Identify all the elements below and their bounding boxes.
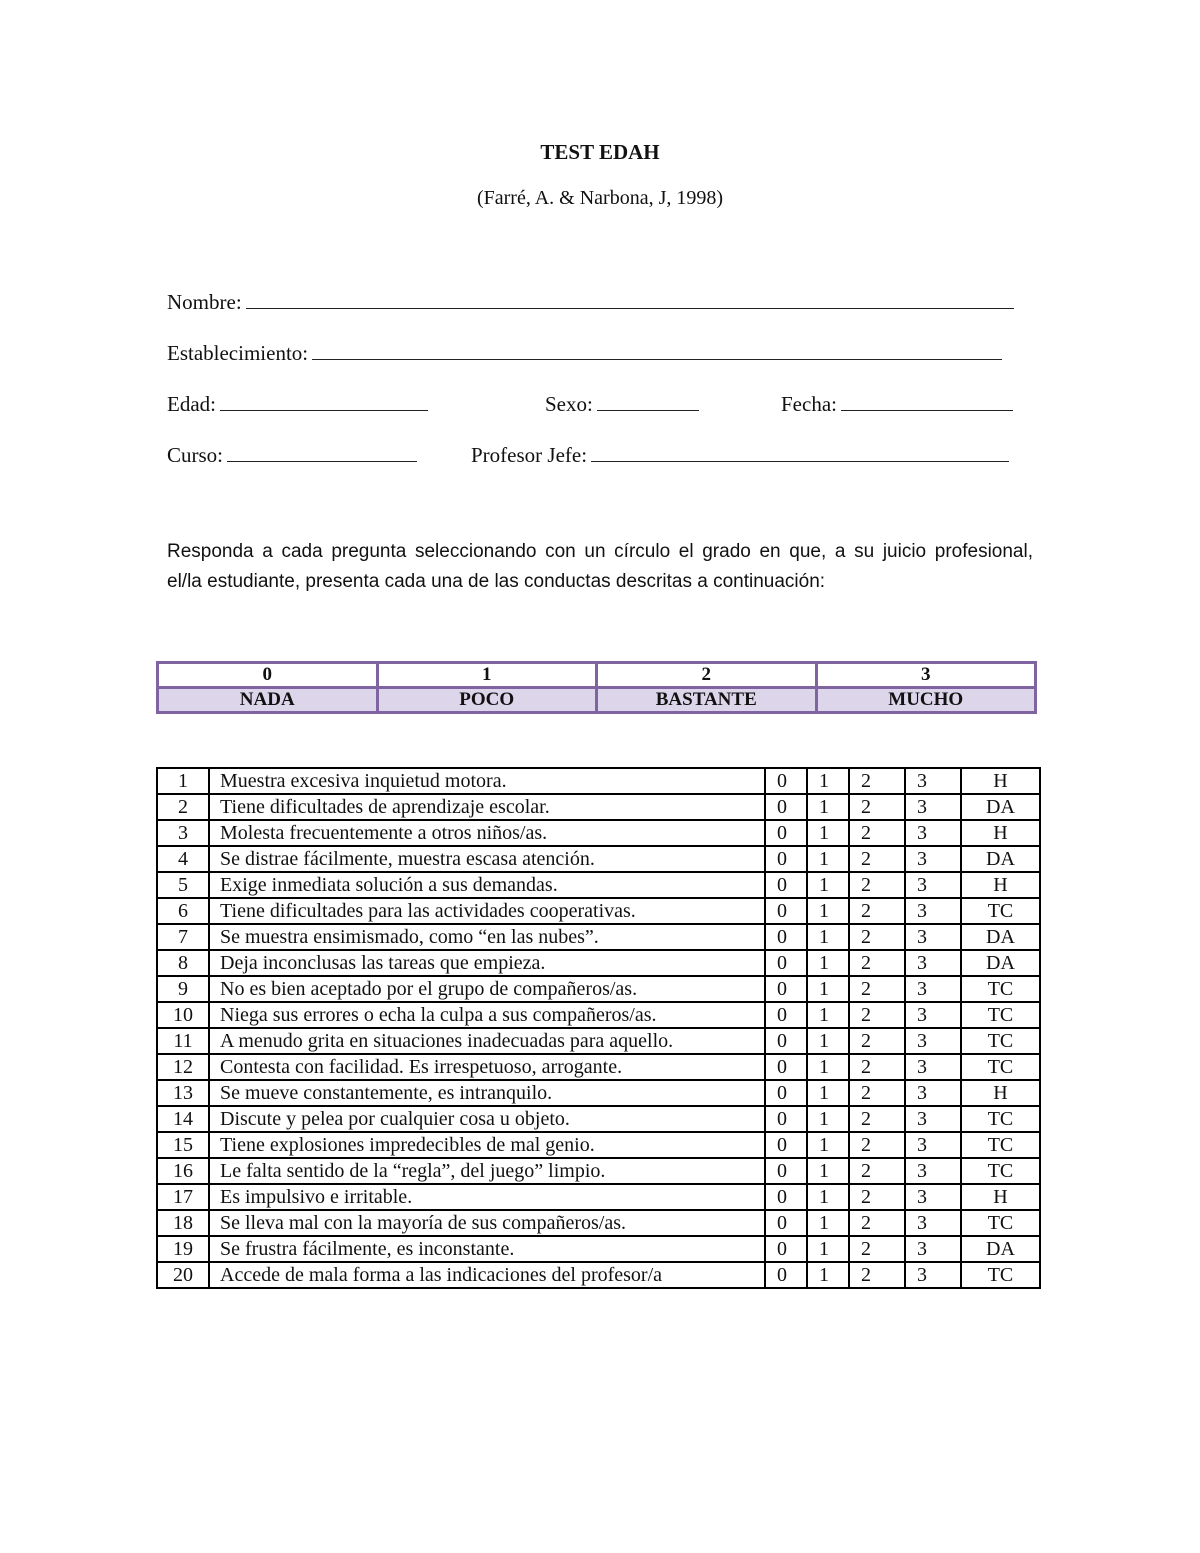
fecha-field — [781, 390, 1013, 417]
option-3[interactable]: 3 — [905, 768, 961, 794]
option-3[interactable]: 3 — [905, 1184, 961, 1210]
option-1[interactable]: 1 — [807, 976, 849, 1002]
instructions — [167, 537, 1033, 597]
option-1[interactable]: 1 — [807, 898, 849, 924]
option-1[interactable]: 1 — [807, 846, 849, 872]
option-1[interactable]: 1 — [807, 1236, 849, 1262]
table-row — [157, 1080, 1040, 1106]
option-0[interactable]: 0 — [765, 924, 807, 950]
table-row — [157, 768, 1040, 794]
option-0[interactable]: 0 — [765, 1236, 807, 1262]
document-subtitle: (Farré, A. & Narbona, J, 1998) — [476, 187, 724, 209]
option-2[interactable]: 2 — [849, 1054, 905, 1080]
item-category: TC — [961, 1132, 1040, 1158]
table-row — [157, 1262, 1040, 1288]
scale-value: 1 — [377, 663, 597, 688]
option-1[interactable]: 1 — [807, 1262, 849, 1288]
item-category: TC — [961, 976, 1040, 1002]
option-3[interactable]: 3 — [905, 1028, 961, 1054]
fecha-blank[interactable] — [841, 390, 1013, 411]
table-row — [157, 1002, 1040, 1028]
edad-field — [167, 390, 428, 417]
sexo-label: Sexo: — [545, 392, 593, 416]
option-3[interactable]: 3 — [905, 898, 961, 924]
item-category: DA — [961, 924, 1040, 950]
table-row — [157, 1054, 1040, 1080]
nombre-label: Nombre: — [167, 290, 242, 314]
item-category: DA — [961, 950, 1040, 976]
item-category: H — [961, 820, 1040, 846]
item-text: A menudo grita en situaciones inadecuadas para aquello. — [209, 1028, 765, 1054]
sexo-blank[interactable] — [597, 390, 699, 411]
table-row — [157, 1106, 1040, 1132]
item-number: 6 — [157, 898, 209, 924]
option-0[interactable]: 0 — [765, 976, 807, 1002]
item-number: 1 — [157, 768, 209, 794]
option-1[interactable]: 1 — [807, 924, 849, 950]
fecha-label: Fecha: — [781, 392, 837, 416]
option-1[interactable]: 1 — [807, 768, 849, 794]
establecimiento-label: Establecimiento: — [167, 341, 309, 365]
option-2[interactable]: 2 — [849, 898, 905, 924]
item-text: Molesta frecuentemente a otros niños/as. — [209, 820, 765, 846]
item-category: TC — [961, 1002, 1040, 1028]
item-text: Muestra excesiva inquietud motora. — [209, 768, 765, 794]
item-text: Contesta con facilidad. Es irrespetuoso, arrogante. — [209, 1054, 765, 1080]
item-text: Se lleva mal con la mayoría de sus compañeros/as. — [209, 1210, 765, 1236]
option-1[interactable]: 1 — [807, 1210, 849, 1236]
table-row — [157, 976, 1040, 1002]
curso-field — [167, 441, 417, 468]
item-text: No es bien aceptado por el grupo de compañeros/as. — [209, 976, 765, 1002]
option-2[interactable]: 2 — [849, 976, 905, 1002]
option-2[interactable]: 2 — [849, 768, 905, 794]
option-0[interactable]: 0 — [765, 1054, 807, 1080]
item-text: Niega sus errores o echa la culpa a sus compañeros/as. — [209, 1002, 765, 1028]
option-2[interactable]: 2 — [849, 1002, 905, 1028]
option-1[interactable]: 1 — [807, 794, 849, 820]
instructions-line-2: el/la estudiante, presenta cada una de las conductas descritas a continuación: — [167, 571, 826, 592]
item-number: 7 — [157, 924, 209, 950]
table-row — [157, 950, 1040, 976]
option-0[interactable]: 0 — [765, 1106, 807, 1132]
table-row — [157, 1028, 1040, 1054]
item-number: 19 — [157, 1236, 209, 1262]
item-number: 2 — [157, 794, 209, 820]
option-3[interactable]: 3 — [905, 1054, 961, 1080]
item-number: 15 — [157, 1132, 209, 1158]
edad-label: Edad: — [167, 392, 216, 416]
item-number: 12 — [157, 1054, 209, 1080]
item-category: H — [961, 1080, 1040, 1106]
option-3[interactable]: 3 — [905, 846, 961, 872]
item-category: TC — [961, 1028, 1040, 1054]
option-3[interactable]: 3 — [905, 1080, 961, 1106]
establecimiento-field — [167, 339, 1002, 366]
item-text: Se mueve constantemente, es intranquilo. — [209, 1080, 765, 1106]
item-number: 3 — [157, 820, 209, 846]
option-2[interactable]: 2 — [849, 1028, 905, 1054]
item-text: Discute y pelea por cualquier cosa u objeto. — [209, 1106, 765, 1132]
curso-label: Curso: — [167, 443, 224, 467]
option-1[interactable]: 1 — [807, 950, 849, 976]
item-category: DA — [961, 794, 1040, 820]
scale-value: 3 — [816, 663, 1036, 688]
option-1[interactable]: 1 — [807, 872, 849, 898]
option-0[interactable]: 0 — [765, 872, 807, 898]
items-table — [156, 767, 1041, 1289]
option-0[interactable]: 0 — [765, 1210, 807, 1236]
option-3[interactable]: 3 — [905, 1002, 961, 1028]
option-0[interactable]: 0 — [765, 820, 807, 846]
option-3[interactable]: 3 — [905, 872, 961, 898]
table-row — [157, 846, 1040, 872]
item-number: 9 — [157, 976, 209, 1002]
option-0[interactable]: 0 — [765, 1184, 807, 1210]
scale-label: NADA — [158, 688, 378, 713]
profesor-blank[interactable] — [591, 441, 1009, 462]
table-row — [157, 1132, 1040, 1158]
nombre-blank[interactable] — [246, 288, 1014, 309]
document-title: TEST EDAH — [540, 140, 660, 164]
item-text: Tiene explosiones impredecibles de mal genio. — [209, 1132, 765, 1158]
sexo-field — [545, 390, 699, 417]
item-category: TC — [961, 1210, 1040, 1236]
option-0[interactable]: 0 — [765, 846, 807, 872]
option-2[interactable]: 2 — [849, 950, 905, 976]
item-category: TC — [961, 1054, 1040, 1080]
option-1[interactable]: 1 — [807, 1106, 849, 1132]
option-1[interactable]: 1 — [807, 1158, 849, 1184]
option-1[interactable]: 1 — [807, 1028, 849, 1054]
option-3[interactable]: 3 — [905, 1262, 961, 1288]
item-text: Se muestra ensimismado, como “en las nubes”. — [209, 924, 765, 950]
option-3[interactable]: 3 — [905, 1106, 961, 1132]
rating-scale-legend — [156, 661, 1037, 714]
profesor-field — [471, 441, 1009, 468]
item-category: TC — [961, 1158, 1040, 1184]
item-text: Exige inmediata solución a sus demandas. — [209, 872, 765, 898]
table-row — [157, 872, 1040, 898]
edad-blank[interactable] — [220, 390, 428, 411]
option-2[interactable]: 2 — [849, 1236, 905, 1262]
option-0[interactable]: 0 — [765, 768, 807, 794]
scale-values-row — [158, 663, 1036, 688]
profesor-label: Profesor Jefe: — [471, 443, 588, 467]
item-text: Le falta sentido de la “regla”, del juego” limpio. — [209, 1158, 765, 1184]
item-text: Tiene dificultades de aprendizaje escolar. — [209, 794, 765, 820]
option-0[interactable]: 0 — [765, 794, 807, 820]
option-2[interactable]: 2 — [849, 1184, 905, 1210]
item-number: 8 — [157, 950, 209, 976]
instructions-line-1: Responda a cada pregunta seleccionando con un círculo el grado en que, a su juicio profesional, — [167, 541, 1033, 562]
option-3[interactable]: 3 — [905, 976, 961, 1002]
option-0[interactable]: 0 — [765, 1080, 807, 1106]
item-category: DA — [961, 846, 1040, 872]
option-1[interactable]: 1 — [807, 820, 849, 846]
scale-label: POCO — [377, 688, 597, 713]
item-number: 20 — [157, 1262, 209, 1288]
option-1[interactable]: 1 — [807, 1184, 849, 1210]
option-3[interactable]: 3 — [905, 1236, 961, 1262]
item-number: 18 — [157, 1210, 209, 1236]
item-number: 16 — [157, 1158, 209, 1184]
option-3[interactable]: 3 — [905, 794, 961, 820]
option-2[interactable]: 2 — [849, 872, 905, 898]
option-0[interactable]: 0 — [765, 1158, 807, 1184]
item-number: 11 — [157, 1028, 209, 1054]
item-text: Accede de mala forma a las indicaciones del profesor/a — [209, 1262, 765, 1288]
item-number: 14 — [157, 1106, 209, 1132]
option-1[interactable]: 1 — [807, 1080, 849, 1106]
option-0[interactable]: 0 — [765, 1132, 807, 1158]
item-text: Se distrae fácilmente, muestra escasa atención. — [209, 846, 765, 872]
item-category: TC — [961, 898, 1040, 924]
option-2[interactable]: 2 — [849, 1262, 905, 1288]
item-category: H — [961, 1184, 1040, 1210]
option-2[interactable]: 2 — [849, 1210, 905, 1236]
table-row — [157, 898, 1040, 924]
scale-label: BASTANTE — [597, 688, 817, 713]
item-number: 17 — [157, 1184, 209, 1210]
item-number: 13 — [157, 1080, 209, 1106]
scale-label: MUCHO — [816, 688, 1036, 713]
option-1[interactable]: 1 — [807, 1132, 849, 1158]
option-2[interactable]: 2 — [849, 1158, 905, 1184]
item-text: Deja inconclusas las tareas que empieza. — [209, 950, 765, 976]
item-text: Se frustra fácilmente, es inconstante. — [209, 1236, 765, 1262]
table-row — [157, 1184, 1040, 1210]
item-category: H — [961, 768, 1040, 794]
nombre-field — [167, 288, 1014, 315]
item-category: TC — [961, 1106, 1040, 1132]
table-row — [157, 1158, 1040, 1184]
option-2[interactable]: 2 — [849, 1080, 905, 1106]
option-2[interactable]: 2 — [849, 820, 905, 846]
table-row — [157, 924, 1040, 950]
scale-value: 0 — [158, 663, 378, 688]
option-0[interactable]: 0 — [765, 1028, 807, 1054]
table-row — [157, 794, 1040, 820]
item-category: DA — [961, 1236, 1040, 1262]
item-text: Es impulsivo e irritable. — [209, 1184, 765, 1210]
scale-value: 2 — [597, 663, 817, 688]
item-category: TC — [961, 1262, 1040, 1288]
option-2[interactable]: 2 — [849, 846, 905, 872]
scale-labels-row — [158, 688, 1036, 713]
option-3[interactable]: 3 — [905, 1132, 961, 1158]
table-row — [157, 1236, 1040, 1262]
option-3[interactable]: 3 — [905, 924, 961, 950]
option-3[interactable]: 3 — [905, 1158, 961, 1184]
item-text: Tiene dificultades para las actividades cooperativas. — [209, 898, 765, 924]
option-3[interactable]: 3 — [905, 820, 961, 846]
option-2[interactable]: 2 — [849, 1132, 905, 1158]
item-number: 5 — [157, 872, 209, 898]
option-3[interactable]: 3 — [905, 950, 961, 976]
establecimiento-blank[interactable] — [312, 339, 1002, 360]
option-2[interactable]: 2 — [849, 1106, 905, 1132]
option-0[interactable]: 0 — [765, 1262, 807, 1288]
option-3[interactable]: 3 — [905, 1210, 961, 1236]
option-2[interactable]: 2 — [849, 924, 905, 950]
option-0[interactable]: 0 — [765, 1002, 807, 1028]
table-row — [157, 820, 1040, 846]
option-0[interactable]: 0 — [765, 898, 807, 924]
option-1[interactable]: 1 — [807, 1002, 849, 1028]
curso-blank[interactable] — [227, 441, 417, 462]
option-0[interactable]: 0 — [765, 950, 807, 976]
item-number: 4 — [157, 846, 209, 872]
item-category: H — [961, 872, 1040, 898]
option-2[interactable]: 2 — [849, 794, 905, 820]
option-1[interactable]: 1 — [807, 1054, 849, 1080]
table-row — [157, 1210, 1040, 1236]
item-number: 10 — [157, 1002, 209, 1028]
